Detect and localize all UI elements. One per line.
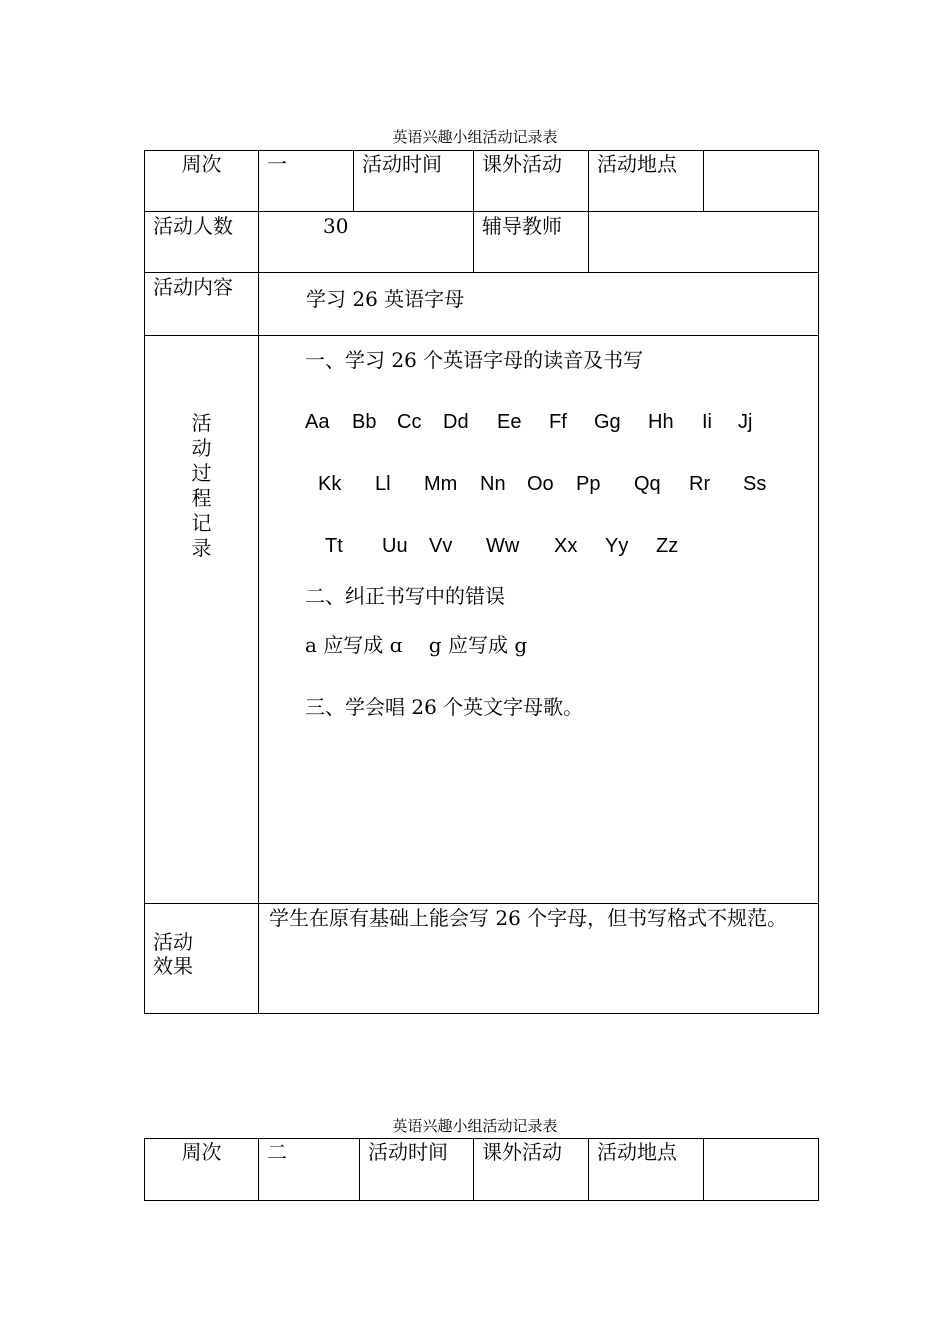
form-title: 英语兴趣小组活动记录表 — [392, 128, 558, 146]
form-title-2: 英语兴趣小组活动记录表 — [392, 1117, 558, 1135]
process-label-char: 活 — [191, 411, 212, 435]
alphabet-pair: Uu — [382, 535, 408, 557]
count-label: 活动人数 — [153, 214, 233, 238]
process-label-char: 动 — [191, 436, 212, 460]
alphabet-pair: Dd — [443, 411, 469, 433]
week-value: 一 — [267, 152, 287, 176]
process-content-cell — [258, 335, 819, 904]
alphabet-pair: Kk — [318, 473, 342, 495]
alphabet-pair: Yy — [605, 535, 629, 557]
process-step-3: 三、学会唱 26 个英文字母歌。 — [305, 695, 584, 719]
alphabet-pair: Gg — [594, 411, 621, 433]
time-value-cell — [473, 150, 589, 212]
effect-label-cell — [144, 903, 259, 1014]
place-label-cell — [588, 150, 704, 212]
alphabet-pair: Jj — [738, 411, 753, 433]
alphabet-pair: Xx — [554, 535, 578, 557]
place-value-cell — [703, 150, 819, 212]
time-value-cell-2 — [473, 1138, 589, 1201]
process-step-2: 二、纠正书写中的错误 — [305, 584, 505, 608]
alphabet-pair: Hh — [648, 411, 674, 433]
week-value-cell-2 — [258, 1138, 360, 1201]
teacher-label-cell — [473, 211, 589, 273]
place-label-2: 活动地点 — [597, 1140, 677, 1164]
count-value-cell — [258, 211, 474, 273]
alphabet-pair: Zz — [656, 535, 679, 557]
alphabet-pair: Cc — [397, 411, 422, 433]
week-value-2: 二 — [267, 1140, 287, 1164]
week-label-2: 周次 — [181, 1140, 222, 1164]
alphabet-pair: Rr — [689, 473, 711, 495]
alphabet-pair: Ii — [702, 411, 712, 433]
alphabet-pair: Ss — [743, 473, 767, 495]
place-value-cell-2 — [703, 1138, 819, 1201]
content-label-cell — [144, 272, 259, 336]
time-label-cell — [353, 150, 474, 212]
count-value: 30 — [323, 214, 349, 238]
week-label-cell — [144, 150, 259, 212]
alphabet-pair: Vv — [429, 535, 453, 557]
effect-value-cell — [258, 903, 819, 1014]
teacher-label: 辅导教师 — [482, 214, 562, 238]
process-label-char: 程 — [191, 486, 212, 510]
week-label: 周次 — [181, 152, 222, 176]
content-value: 学习 26 英语字母 — [306, 287, 465, 311]
time-label-cell-2 — [359, 1138, 474, 1201]
alphabet-pair: Mm — [424, 473, 458, 495]
week-value-cell — [258, 150, 354, 212]
process-label-char: 记 — [191, 511, 212, 535]
process-correction: a 应写成 ɑ g 应写成 g — [305, 633, 528, 657]
time-value-2: 课外活动 — [482, 1140, 562, 1164]
alphabet-pair: Tt — [325, 535, 343, 557]
process-label-char: 过 — [191, 461, 212, 485]
alphabet-pair: Ll — [375, 473, 391, 495]
time-value: 课外活动 — [482, 152, 562, 176]
content-label: 活动内容 — [153, 275, 233, 299]
alphabet-pair: Bb — [352, 411, 377, 433]
alphabet-pair: Qq — [634, 473, 661, 495]
effect-label: 活动 效果 — [153, 930, 193, 978]
place-label-cell-2 — [588, 1138, 704, 1201]
alphabet-pair: Ff — [549, 411, 567, 433]
week-label-cell-2 — [144, 1138, 259, 1201]
effect-value: 学生在原有基础上能会写 26 个字母，但书写格式不规范。 — [269, 906, 788, 930]
content-value-cell — [258, 272, 819, 336]
alphabet-pair: Ww — [486, 535, 520, 557]
alphabet-pair: Oo — [527, 473, 554, 495]
alphabet-pair: Pp — [576, 473, 601, 495]
time-label-2: 活动时间 — [368, 1140, 448, 1164]
count-label-cell — [144, 211, 259, 273]
alphabet-pair: Aa — [305, 411, 330, 433]
process-step-1: 一、学习 26 个英语字母的读音及书写 — [305, 348, 644, 372]
alphabet-pair: Nn — [480, 473, 506, 495]
alphabet-pair: Ee — [497, 411, 522, 433]
time-label: 活动时间 — [362, 152, 442, 176]
process-label-char: 录 — [191, 536, 212, 560]
place-label: 活动地点 — [597, 152, 677, 176]
teacher-value-cell — [588, 211, 819, 273]
process-label — [144, 411, 259, 561]
